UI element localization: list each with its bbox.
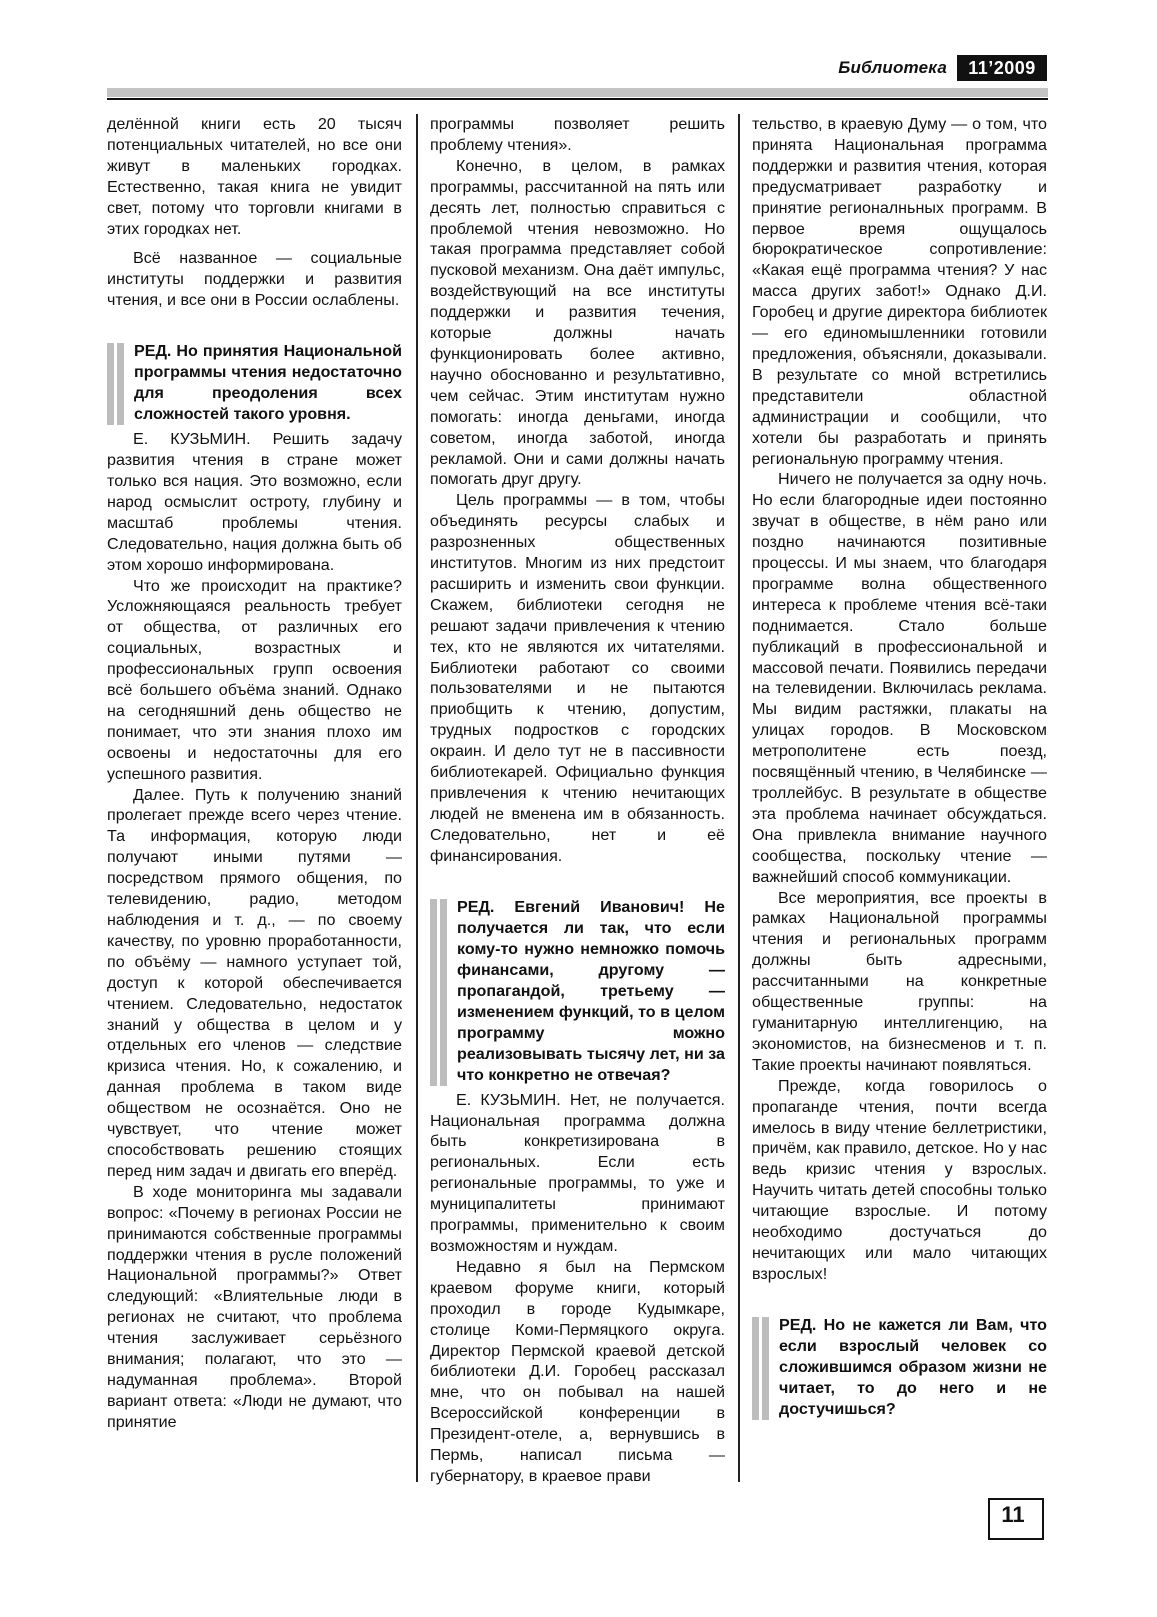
editor-question <box>752 1315 1047 1420</box>
quote-bars-icon <box>430 899 450 1086</box>
quote-bars-icon <box>752 1317 772 1420</box>
paragraph: Все мероприятия, все проекты в рамках Национальной программы чтения и региональных программ должны быть адресными, рассчитанными на конкретные общественные группы: на гуманитарную интеллигенцию, на экономистов, на бизнесменов и т. п. Такие проекты начинают появляться. <box>752 888 1047 1074</box>
paragraph: Всё названное — социальные институты поддержки и развития чтения, и все они в России ослаблены. <box>107 249 402 310</box>
paragraph: Е. КУЗЬМИН. Решить задачу развития чтения в стране может только вся нация. Это возможно, если народ осмыслит остроту, глубину и масштаб проблемы чтения. Следовательно, нация должна быть об этом хорошо информирована. <box>107 430 402 574</box>
paragraph: Конечно, в целом, в рамках программы, рассчитанной на пять или десять лет, полностью справиться с проблемой чтения невозможно. Но такая программа представляет собой пусковой механизм. Она даёт импульс, воздействующий на все институты поддержки и развития течения, которые должны начать функционировать более активно, научно обоснованно и результативно, чем сейчас. Этим институтам нужно помогать: иногда деньгами, иногда советом, иногда заботой, иногда рекламой. Они и сами должны начать помогать друг другу. <box>430 156 725 489</box>
paragraph: Е. КУЗЬМИН. Нет, не получается. Национальная программа должна быть конкретизирована в региональных. Если есть региональные программы, то уже и муниципалитеты принимают программы, применительно к своим возможностям и нуждам. <box>430 1090 725 1255</box>
quote-bars-icon <box>107 343 127 425</box>
paragraph: делённой книги есть 20 тысяч потенциальных читателей, но все они живут в маленьких городках. Естественно, такая книга не увидит свет, потому что торговли книгами в этих городках нет. <box>107 115 402 238</box>
text-column-1 <box>107 114 402 1433</box>
paragraph: Прежде, когда говорилось о пропаганде чтения, почти всегда имелось в виду чтение беллетристики, причём, как правило, детское. Но у нас ведь кризис чтения у взрослых. Научить читать детей способны только читающие взрослые. И потому необходимо достучаться до нечитающих или мало читающих взрослых! <box>752 1076 1047 1283</box>
editor-question <box>430 897 725 1086</box>
question-text: РЕД. Но принятия Национальной программы чтения недостаточно для преодоления всех сложностей такого уровня. <box>134 342 402 424</box>
paragraph: программы позволяет решить проблему чтения». <box>430 115 725 154</box>
text-column-2 <box>430 114 725 1487</box>
header-rule <box>107 98 1048 100</box>
paragraph: Что же происходит на практике? Усложняющаяся реальность требует от общества, от различных его социальных, возрастных и профессиональных групп освоения всё большего объёма знаний. Однако на сегодняшний день общество не понимает, что эти знания плохо им освоены и недостаточны для его успешного развития. <box>107 576 402 783</box>
column-divider-1 <box>416 114 418 1482</box>
paragraph: тельство, в краевую Думу — о том, что принята Национальная программа поддержки и развития чтения, которая предусматривает разработку и принятие регионалньных программ. В первое время ощущалось бюрократическое сопротивление: «Какая ещё программа чтения? У нас масса других забот!» Однако Д.И. Горобец и другие директора библиотек — его единомышленники готовили предложения, объясняли, доказывали. В результате со мной встретились представители областной администрации и сообщили, что хотели бы разработать и принять региональную программу чтения. <box>752 115 1047 468</box>
question-text: РЕД. Но не кажется ли Вам, что если взрослый человек со сложившимся образом жизни не читает, то до него и не достучишься? <box>779 1315 1047 1418</box>
text-column-3 <box>752 114 1047 1424</box>
paragraph: Далее. Путь к получению знаний пролегает прежде всего через чтение. Та информация, которую люди получают иными путями — посредством прямого общения, по телевидению, радио, методом наблюдения и т. д., — по своему качеству, по уровню проработанности, по объёму — намного уступает той, доступ к которой обеспечивается чтением. Следовательно, недостаток знаний у общества в целом и у отдельных его членов — следствие кризиса чтения. Но, к сожалению, и данная проблема в таком виде обществом не осознаётся. Оно не чувствует, что чтение может способствовать решению стоящих перед ним задач и двигать его вперёд. <box>107 785 402 1180</box>
paragraph: В ходе мониторинга мы задавали вопрос: «Почему в регионах России не принимаются собственные программы поддержки чтения в русле положений Национальной программы?» Ответ следующий: «Влиятельные люди в регионах не считают, что проблема чтения заслуживает серьёзного внимания; полагают, что это — надуманная проблема». Второй вариант ответа: «Люди не думают, что принятие <box>107 1182 402 1431</box>
column-divider-2 <box>738 114 740 1482</box>
paragraph: Ничего не получается за одну ночь. Но если благородные идеи постоянно звучат в обществе, в нём рано или поздно начинаются позитивные процессы. И мы знаем, что благодаря программе волна общественного интереса к проблеме чтения всё-таки поднимается. Стало больше публикаций в профессиональной и массовой печати. Появились передачи на телевидении. Включилась реклама. Мы видим растяжки, плакаты на улицах городов. В Московском метрополитене есть поезд, посвящённый чтению, в Челябинске — троллейбус. В результате в обществе эта проблема начинает обсуждаться. Она привлекла внимание научного сообщества, поскольку чтение — важнейший способ коммуникации. <box>752 470 1047 886</box>
paragraph: Недавно я был на Пермском краевом форуме книги, который проходил в городе Кудымкаре, столице Коми-Пермяцкого округа. Директор Пермской краевой детской библиотеки Д.И. Горобец рассказал мне, что он побывал на нашей Всероссийской конференции в Президент-отеле, а, вернувшись в Пермь, написал письма — губернатору, в краевое прави <box>430 1257 725 1485</box>
question-text: РЕД. Евгений Иванович! Не получается ли так, что если кому-то нужно немножко помочь финансами, другому — пропагандой, третьему — изменением функций, то в целом программу можно реализовывать тысячу лет, ни за что конкретно не отвечая? <box>457 897 725 1084</box>
page-number-rule <box>988 1538 1044 1540</box>
header-grey-bar <box>107 88 1048 97</box>
paragraph: Цель программы — в том, чтобы объединять ресурсы слабых и разрозненных общественных институтов. Многим из них предстоит расширить и изменить свои функции. Скажем, библиотеки сегодня не решают задачи привлечения к чтению тех, кто не являются их читателями. Библиотеки работают со своими пользователями и не пытаются приобщить к чтению, допустим, трудных подростков с городских окраин. И дело тут не в пассивности библиотекарей. Официально функция привлечения к чтению нечитающих людей не вменена им в обязанность. Следовательно, нет и её финансирования. <box>430 491 725 865</box>
page-header <box>0 0 1157 110</box>
issue-badge: 11’2009 <box>957 55 1047 81</box>
magazine-name: Библиотека <box>838 58 947 77</box>
editor-question <box>107 341 402 425</box>
page-number: 11 <box>1001 1502 1025 1527</box>
